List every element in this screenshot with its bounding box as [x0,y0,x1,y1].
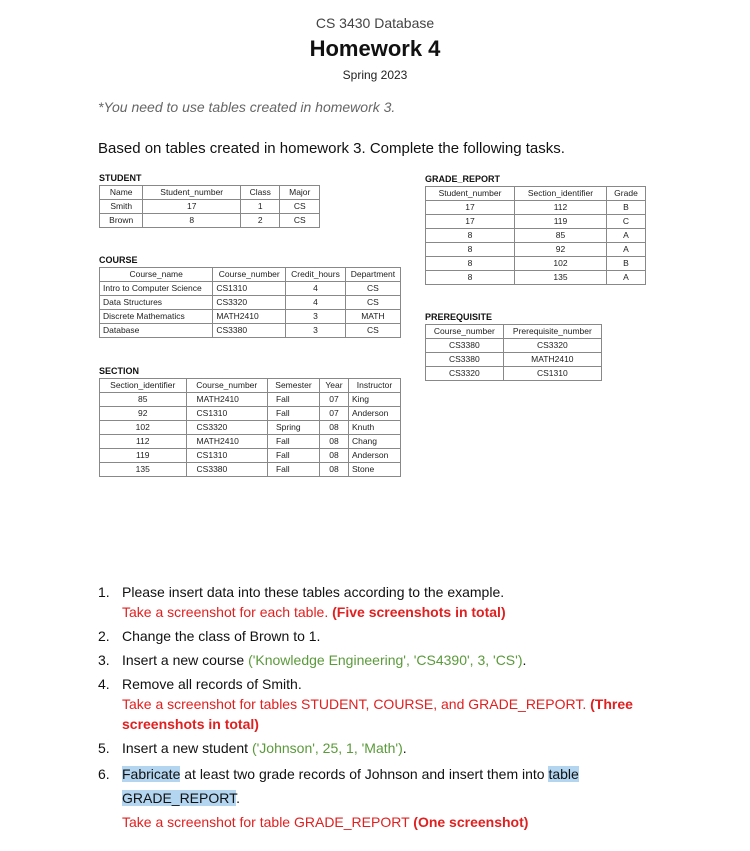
column-header: Section_identifier [514,187,606,201]
table-row [100,463,401,477]
homework-title: Homework 4 [309,36,441,61]
term-label: Spring 2023 [342,68,408,82]
table-cell: A [606,243,645,257]
table-cell: Knuth [348,421,400,435]
table-row [100,435,401,449]
task-item [98,674,698,734]
course-table-label: COURSE [99,255,138,265]
table-cell: Fall [267,393,319,407]
task-number: 4. [98,676,110,692]
table-cell: 85 [100,393,187,407]
table-cell: Stone [348,463,400,477]
column-header: Major [280,186,320,200]
table-cell: CS3380 [426,339,504,353]
table-row [426,367,602,381]
table-cell: 08 [319,463,348,477]
screenshot-count: (Five screenshots in total) [332,604,506,620]
task-item [98,626,698,646]
task-end-punct: . [522,652,527,668]
table-cell: C [606,215,645,229]
table-header-row [100,268,401,282]
table-cell: Smith [100,200,143,214]
task-number: 3. [98,652,110,668]
prerequisite-table-label: PREREQUISITE [425,312,493,322]
table-cell: CS [345,282,400,296]
column-header: Student_number [426,187,515,201]
highlighted-text: table GRADE_REPORT [122,766,579,806]
student-table [99,185,320,228]
column-header: Credit_hours [286,268,346,282]
table-cell: Chang [348,435,400,449]
column-header: Course_number [213,268,286,282]
grade-report-table [425,186,646,285]
column-header: Semester [267,379,319,393]
task-item [98,738,698,758]
table-cell: Fall [267,407,319,421]
table-cell: CS [345,324,400,338]
table-cell: CS1310 [213,282,286,296]
student-table-label: STUDENT [99,173,142,183]
table-row [100,449,401,463]
table-cell: 8 [143,214,241,228]
table-cell: CS3380 [426,353,504,367]
table-cell: MATH2410 [213,310,286,324]
table-cell: Discrete Mathematics [100,310,213,324]
table-cell: 8 [426,229,515,243]
table-row [100,407,401,421]
table-cell: CS3380 [213,324,286,338]
sql-values: ('Johnson', 25, 1, 'Math') [251,740,403,756]
sql-values: ('Knowledge Engineering', 'CS4390', 3, 'CS') [248,652,523,668]
column-header: Instructor [348,379,400,393]
task-text: Remove all records of Smith. [122,676,302,692]
column-header: Year [319,379,348,393]
table-header-row [100,186,320,200]
column-header: Course_number [426,325,504,339]
table-cell: A [606,229,645,243]
table-cell: 112 [514,201,606,215]
table-row [100,296,401,310]
table-cell: CS3320 [186,421,267,435]
table-cell: 17 [426,215,515,229]
table-cell: CS1310 [186,407,267,421]
table-row [426,271,646,285]
prerequisite-note: *You need to use tables created in homework 3. [98,99,396,115]
table-cell: 2 [241,214,280,228]
task-item [98,582,698,622]
table-cell: CS [280,200,320,214]
table-cell: CS1310 [186,449,267,463]
table-cell: MATH2410 [503,353,601,367]
table-cell: 08 [319,421,348,435]
table-cell: CS3320 [213,296,286,310]
table-cell: CS3380 [186,463,267,477]
table-cell: 08 [319,435,348,449]
table-row [100,282,401,296]
table-cell: 119 [100,449,187,463]
table-cell: B [606,257,645,271]
screenshot-count: (One screenshot) [413,814,529,830]
table-cell: B [606,201,645,215]
task-text: Please insert data into these tables according to the example. [122,584,505,600]
table-cell: 08 [319,449,348,463]
column-header: Department [345,268,400,282]
table-cell: 07 [319,393,348,407]
table-cell: 4 [286,282,346,296]
course-table [99,267,401,338]
table-cell: 8 [426,271,515,285]
screenshot-note: Take a screenshot for table GRADE_REPORT [122,814,410,830]
task-item [98,650,698,670]
table-cell: 8 [426,243,515,257]
table-cell: Spring [267,421,319,435]
section-table-label: SECTION [99,366,140,376]
table-cell: 135 [100,463,187,477]
table-row [426,243,646,257]
column-header: Course_name [100,268,213,282]
column-header: Name [100,186,143,200]
column-header: Course_number [186,379,267,393]
table-cell: MATH [345,310,400,324]
table-cell: 07 [319,407,348,421]
table-cell: 119 [514,215,606,229]
table-row [426,257,646,271]
table-header-row [426,187,646,201]
table-row [100,200,320,214]
table-cell: 102 [514,257,606,271]
task-list [98,582,698,838]
column-header: Prerequisite_number [503,325,601,339]
column-header: Section_identifier [100,379,187,393]
screenshot-note: Take a screenshot for each table. [122,604,329,620]
table-cell: A [606,271,645,285]
table-cell: Data Structures [100,296,213,310]
table-cell: King [348,393,400,407]
task-end-punct: . [236,790,240,806]
table-cell: Fall [267,435,319,449]
task-number: 6. [98,766,110,782]
table-row [100,324,401,338]
table-row [426,229,646,243]
task-number: 2. [98,628,110,644]
column-header: Student_number [143,186,241,200]
table-cell: CS3320 [426,367,504,381]
intro-text: Based on tables created in homework 3. Complete the following tasks. [98,140,565,157]
task-text: at least two grade records of Johnson and insert them into [180,766,549,782]
table-row [100,421,401,435]
column-header: Class [241,186,280,200]
table-cell: Fall [267,463,319,477]
table-cell: CS3320 [503,339,601,353]
table-cell: Anderson [348,449,400,463]
table-cell: 85 [514,229,606,243]
task-item [98,762,698,834]
table-cell: Intro to Computer Science [100,282,213,296]
table-row [426,339,602,353]
table-cell: 3 [286,324,346,338]
task-number: 1. [98,584,110,600]
table-cell: Fall [267,449,319,463]
table-row [426,215,646,229]
table-cell: CS1310 [503,367,601,381]
prerequisite-table [425,324,602,381]
table-header-row [100,379,401,393]
column-header: Grade [606,187,645,201]
table-cell: 135 [514,271,606,285]
table-cell: 3 [286,310,346,324]
table-cell: 92 [514,243,606,257]
table-cell: CS [280,214,320,228]
screenshot-note: Take a screenshot for tables STUDENT, COURSE, and GRADE_REPORT. [122,696,587,712]
table-row [100,310,401,324]
table-header-row [426,325,602,339]
table-cell: 17 [426,201,515,215]
screenshot-count: (Three screenshots in total) [122,696,633,732]
table-row [100,214,320,228]
highlighted-text: Fabricate [122,766,181,782]
table-row [100,393,401,407]
section-table [99,378,401,477]
task-text: Insert a new student [122,740,249,756]
task-text: Change the class of Brown to 1. [122,628,321,644]
table-cell: 1 [241,200,280,214]
table-row [426,353,602,367]
table-cell: 4 [286,296,346,310]
table-cell: 102 [100,421,187,435]
task-text: Insert a new course [122,652,245,668]
table-cell: 112 [100,435,187,449]
table-cell: 8 [426,257,515,271]
grade-report-table-label: GRADE_REPORT [425,174,501,184]
task-end-punct: . [402,740,407,756]
table-cell: 17 [143,200,241,214]
table-cell: CS [345,296,400,310]
table-cell: MATH2410 [186,435,267,449]
table-cell: MATH2410 [186,393,267,407]
table-cell: 92 [100,407,187,421]
task-number: 5. [98,740,110,756]
course-heading: CS 3430 Database [315,15,435,31]
table-cell: Anderson [348,407,400,421]
table-cell: Database [100,324,213,338]
table-row [426,201,646,215]
table-cell: Brown [100,214,143,228]
